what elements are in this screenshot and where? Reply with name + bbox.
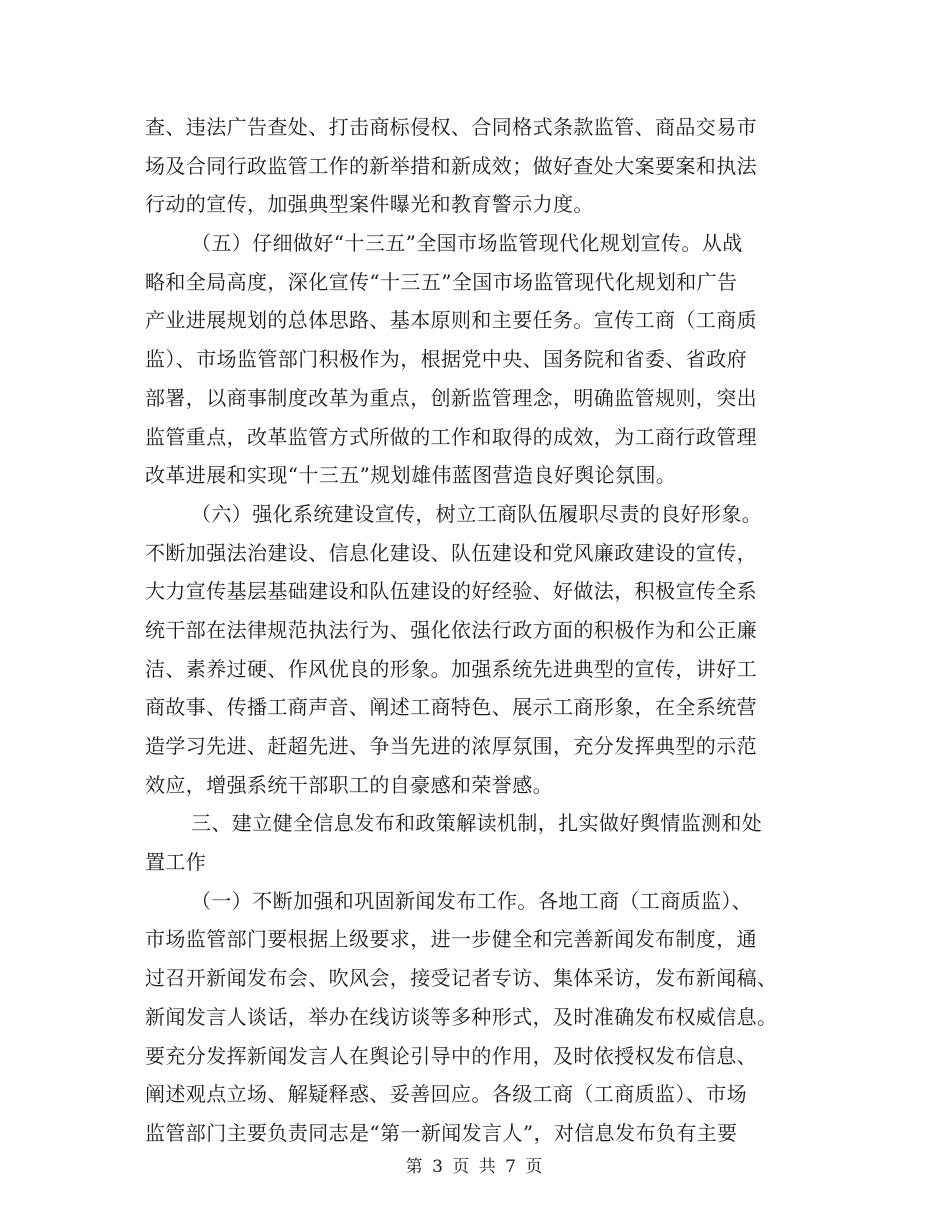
text-line: 过召开新闻发布会、吹风会，接受记者专访、集体采访，发布新闻稿、 bbox=[145, 966, 778, 991]
text-line: 商故事、传播工商声音、阐述工商特色、展示工商形象，在全系统营 bbox=[145, 695, 757, 720]
text-line: 场及合同行政监管工作的新举措和新成效；做好查处大案要案和执法 bbox=[145, 153, 757, 178]
text-line: 阐述观点立场、解疑释惑、妥善回应。各级工商（工商质监）、市场 bbox=[145, 1082, 747, 1107]
text-line: 三、建立健全信息发布和政策解读机制，扎实做好舆情监测和处 bbox=[191, 811, 763, 836]
document-body bbox=[145, 108, 805, 1153]
text-line: 大力宣传基层基础建设和队伍建设的好经验、好做法，积极宣传全系 bbox=[145, 579, 757, 604]
page-footer bbox=[0, 1152, 950, 1177]
text-line: 不断加强法治建设、信息化建设、队伍建设和党风廉政建设的宣传， bbox=[145, 540, 757, 565]
text-line: （五）仔细做好“十三五”全国市场监管现代化规划宣传。从战 bbox=[191, 231, 743, 256]
text-line: 新闻发言人谈话，举办在线访谈等多种形式，及时准确发布权威信息。 bbox=[145, 1004, 778, 1029]
page-number-label: 第 3 页 共 7 页 bbox=[405, 1157, 545, 1177]
text-line: 统干部在法律规范执法行为、强化依法行政方面的积极作为和公正廉 bbox=[145, 617, 757, 642]
text-line: 改革进展和实现“十三五”规划雄伟蓝图营造良好舆论氛围。 bbox=[145, 463, 677, 488]
text-line: 行动的宣传，加强典型案件曝光和教育警示力度。 bbox=[145, 192, 594, 217]
text-line: 略和全局高度，深化宣传“十三五”全国市场监管现代化规划和广告 bbox=[145, 269, 738, 294]
text-line: 置工作 bbox=[145, 850, 207, 875]
text-line: 部署，以商事制度改革为重点，创新监管理念，明确监管规则，突出 bbox=[145, 385, 757, 410]
text-line: （一）不断加强和巩固新闻发布工作。各地工商（工商质监）、 bbox=[191, 888, 753, 913]
text-line: 产业进展规划的总体思路、基本原则和主要任务。宣传工商（工商质 bbox=[145, 308, 757, 333]
text-line: 洁、素养过硬、作风优良的形象。加强系统先进典型的宣传，讲好工 bbox=[145, 656, 757, 681]
text-line: 监管部门主要负责同志是“第一新闻发言人”，对信息发布负有主要 bbox=[145, 1120, 738, 1145]
text-line: 要充分发挥新闻发言人在舆论引导中的作用，及时依授权发布信息、 bbox=[145, 1043, 757, 1068]
text-line: 监管重点，改革监管方式所做的工作和取得的成效，为工商行政管理 bbox=[145, 424, 757, 449]
text-line: 监）、市场监管部门积极作为，根据党中央、国务院和省委、省政府 bbox=[145, 347, 747, 372]
text-line: 效应，增强系统干部职工的自豪感和荣誉感。 bbox=[145, 772, 553, 797]
text-line: 造学习先进、赶超先进、争当先进的浓厚氛围，充分发挥典型的示范 bbox=[145, 734, 757, 758]
text-line: 市场监管部门要根据上级要求，进一步健全和完善新闻发布制度，通 bbox=[145, 927, 757, 952]
text-line: （六）强化系统建设宣传，树立工商队伍履职尽责的良好形象。 bbox=[191, 501, 763, 526]
text-line: 查、违法广告查处、打击商标侵权、合同格式条款监管、商品交易市 bbox=[145, 115, 757, 139]
